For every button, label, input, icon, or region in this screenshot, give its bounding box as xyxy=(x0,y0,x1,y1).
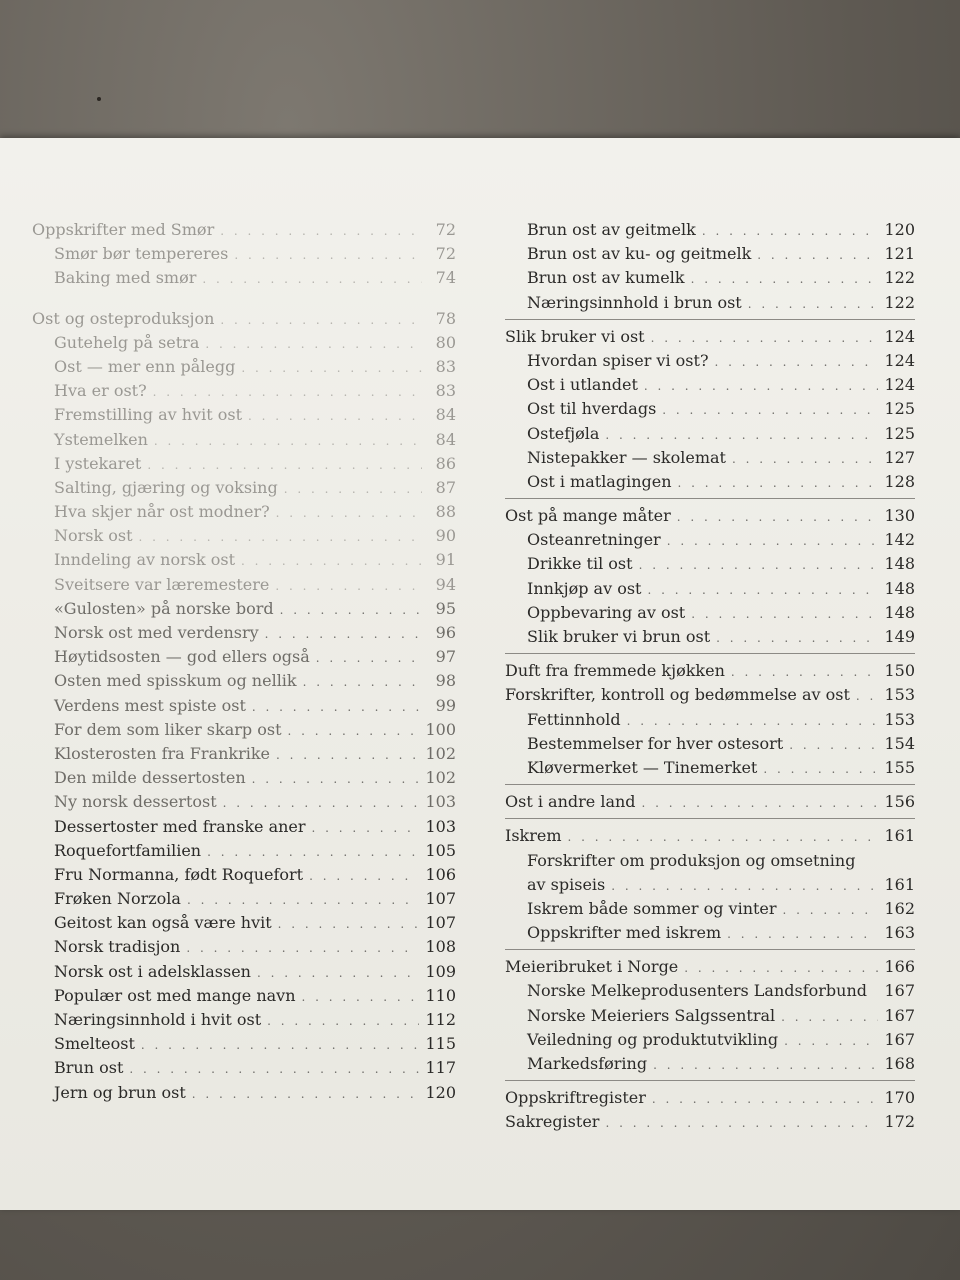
section-divider xyxy=(505,949,915,950)
leader-dots xyxy=(186,936,419,960)
toc-entry xyxy=(505,291,915,315)
toc-entry xyxy=(32,379,456,403)
toc-entry xyxy=(32,694,456,718)
leader-dots xyxy=(202,267,422,291)
leader-dots xyxy=(684,956,878,980)
leader-dots xyxy=(241,549,422,573)
toc-entry-page: 155 xyxy=(884,757,915,777)
leader-dots xyxy=(302,985,420,1009)
toc-entry-title: Ost — mer enn pålegg xyxy=(54,356,236,376)
toc-entry-page: 103 xyxy=(425,816,456,836)
toc-entry-title: Populær ost med mange navn xyxy=(54,985,296,1005)
leader-dots xyxy=(192,1082,420,1106)
toc-entry-page: 153 xyxy=(884,685,915,705)
toc-entry-page: 167 xyxy=(884,981,915,1001)
toc-entry xyxy=(505,1110,915,1134)
leader-dots xyxy=(639,553,879,577)
toc-entry xyxy=(505,1086,915,1110)
toc-entry-title: Næringsinnhold i brun ost xyxy=(527,292,742,312)
toc-entry-title: Sakregister xyxy=(505,1112,600,1132)
toc-entry xyxy=(32,428,456,452)
leader-dots xyxy=(207,840,419,864)
toc-entry-page: 88 xyxy=(435,502,456,522)
toc-entry-page: 102 xyxy=(425,768,456,788)
toc-entry xyxy=(32,242,456,266)
leader-dots xyxy=(141,1033,420,1057)
leader-dots xyxy=(257,961,419,985)
toc-entry xyxy=(505,373,915,397)
toc-entry xyxy=(505,349,915,373)
toc-entry-page: 124 xyxy=(884,375,915,395)
toc-entry xyxy=(32,597,456,621)
toc-entry-title: Den milde dessertosten xyxy=(54,768,246,788)
toc-entry xyxy=(505,873,915,897)
leader-dots xyxy=(731,660,879,684)
toc-entry-page: 84 xyxy=(435,405,456,425)
toc-entry-page: 108 xyxy=(425,937,456,957)
toc-entry-page: 130 xyxy=(884,506,915,526)
toc-entry-title: Duft fra fremmede kjøkken xyxy=(505,661,725,681)
leader-dots xyxy=(716,626,878,650)
toc-entry-title: Fettinnhold xyxy=(527,709,621,729)
toc-entry-title: Ostefjøla xyxy=(527,423,600,443)
leader-dots xyxy=(139,525,422,549)
toc-entry-title: Ost og osteproduksjon xyxy=(32,308,215,328)
leader-dots xyxy=(662,398,878,422)
leader-dots xyxy=(223,791,420,815)
leader-dots xyxy=(568,825,879,849)
leader-dots xyxy=(252,695,422,719)
toc-entry xyxy=(32,573,456,597)
toc-entry-page: 80 xyxy=(435,332,456,352)
toc-entry xyxy=(505,756,915,780)
toc-entry-title: Osten med spisskum og nellik xyxy=(54,671,297,691)
toc-entry xyxy=(505,732,915,756)
toc-entry xyxy=(505,979,915,1003)
section-divider xyxy=(505,784,915,785)
toc-entry-page: 91 xyxy=(435,550,456,570)
toc-entry-page: 86 xyxy=(435,453,456,473)
leader-dots xyxy=(702,219,879,243)
toc-entry-page: 107 xyxy=(425,889,456,909)
toc-entry-page: 83 xyxy=(435,356,456,376)
toc-entry-page: 142 xyxy=(884,530,915,550)
toc-entry-title: Iskrem både sommer og vinter xyxy=(527,898,777,918)
toc-entry xyxy=(505,601,915,625)
leader-dots xyxy=(288,719,420,743)
leader-dots xyxy=(763,757,878,781)
section-divider xyxy=(505,498,915,499)
toc-entry xyxy=(32,815,456,839)
leader-dots xyxy=(715,350,879,374)
leader-dots xyxy=(651,326,879,350)
leader-dots xyxy=(187,888,420,912)
toc-entry xyxy=(32,766,456,790)
toc-entry-title: Ost på mange måter xyxy=(505,506,671,526)
toc-entry xyxy=(505,266,915,290)
toc-entry-page: 110 xyxy=(425,985,456,1005)
toc-entry-page: 124 xyxy=(884,326,915,346)
leader-dots xyxy=(642,791,879,815)
toc-entry-page: 84 xyxy=(435,429,456,449)
toc-entry-page: 150 xyxy=(884,661,915,681)
toc-entry-page: 107 xyxy=(425,913,456,933)
toc-entry-page: 148 xyxy=(884,578,915,598)
toc-entry-page: 162 xyxy=(884,898,915,918)
toc-entry-page: 99 xyxy=(435,695,456,715)
leader-dots xyxy=(275,574,422,598)
toc-entry-title: Hva er ost? xyxy=(54,381,147,401)
toc-entry-page: 161 xyxy=(884,874,915,894)
toc-entry xyxy=(32,645,456,669)
toc-entry-page: 148 xyxy=(884,602,915,622)
toc-entry xyxy=(505,849,915,873)
leader-dots xyxy=(677,505,879,529)
toc-entry-page: 100 xyxy=(425,719,456,739)
toc-entry xyxy=(505,552,915,576)
toc-entry xyxy=(32,742,456,766)
leader-dots xyxy=(234,243,422,267)
leader-dots xyxy=(241,356,422,380)
toc-entry-title: Brun ost av kumelk xyxy=(527,268,685,288)
toc-entry-page: 163 xyxy=(884,923,915,943)
toc-entry-page: 103 xyxy=(425,792,456,812)
leader-dots xyxy=(748,292,879,316)
toc-entry-title: Jern og brun ost xyxy=(54,1082,186,1102)
toc-entry-page: 149 xyxy=(884,627,915,646)
section-gap xyxy=(32,291,456,307)
toc-entry xyxy=(32,984,456,1008)
toc-entry-title: Forskrifter, kontroll og bedømmelse av ost xyxy=(505,685,850,705)
toc-entry-page: 161 xyxy=(884,826,915,846)
toc-entry-page: 120 xyxy=(425,1082,456,1102)
toc-entry-title: Drikke til ost xyxy=(527,554,633,574)
toc-entry xyxy=(32,1056,456,1080)
toc-entry xyxy=(505,218,915,242)
toc-entry-page: 112 xyxy=(425,1010,456,1029)
toc-entry-page: 78 xyxy=(435,308,456,328)
toc-entry-title: I ystekaret xyxy=(54,453,142,473)
toc-entry-page: 124 xyxy=(884,350,915,370)
leader-dots xyxy=(732,447,879,471)
leader-dots xyxy=(276,743,419,767)
toc-entry-page: 128 xyxy=(884,471,915,491)
toc-entry xyxy=(32,266,456,290)
leader-dots xyxy=(312,816,420,840)
toc-entry-page: 167 xyxy=(884,1029,915,1049)
toc-entry-title: Innkjøp av ost xyxy=(527,578,642,598)
toc-entry-title: Ny norsk dessertost xyxy=(54,792,217,812)
leader-dots xyxy=(309,864,419,888)
toc-entry-title: Forskrifter om produksjon og omsetning xyxy=(527,850,856,870)
toc-entry-title: Kløvermerket — Tinemerket xyxy=(527,757,758,777)
leader-dots xyxy=(284,477,422,501)
toc-entry xyxy=(505,1004,915,1028)
toc-entry-page: 172 xyxy=(884,1112,915,1132)
toc-entry-title: Dessertoster med franske aner xyxy=(54,816,306,836)
toc-entry-title: Brun ost av ku- og geitmelk xyxy=(527,244,752,264)
toc-entry xyxy=(32,452,456,476)
toc-entry-page: 102 xyxy=(425,743,456,763)
toc-entry-page: 170 xyxy=(884,1088,915,1108)
leader-dots xyxy=(678,471,879,495)
leader-dots xyxy=(265,622,422,646)
toc-entry-page: 115 xyxy=(425,1034,456,1054)
toc-entry-page: 83 xyxy=(435,381,456,401)
toc-entry-title: Slik bruker vi ost xyxy=(505,326,645,346)
toc-entry-title: Salting, gjæring og voksing xyxy=(54,477,278,497)
toc-entry-page: 168 xyxy=(884,1054,915,1073)
toc-entry-page: 87 xyxy=(435,477,456,497)
leader-dots xyxy=(691,267,879,291)
toc-entry xyxy=(505,1052,915,1076)
toc-entry-page: 154 xyxy=(884,733,915,753)
leader-dots xyxy=(653,1053,878,1077)
toc-entry xyxy=(32,839,456,863)
section-divider xyxy=(505,319,915,320)
toc-entry xyxy=(32,1032,456,1056)
leader-dots xyxy=(153,380,422,404)
toc-entry xyxy=(505,504,915,528)
toc-entry xyxy=(32,1081,456,1105)
toc-entry-title: Slik bruker vi brun ost xyxy=(527,627,711,646)
toc-entry xyxy=(32,718,456,742)
toc-entry-page: 96 xyxy=(435,623,456,642)
toc-entry-page: 121 xyxy=(884,244,915,264)
toc-entry-title: Fremstilling av hvit ost xyxy=(54,405,243,425)
leader-dots xyxy=(154,429,422,453)
leader-dots xyxy=(647,578,878,602)
toc-entry-page: 127 xyxy=(884,447,915,467)
toc-entry-title: Gutehelg på setra xyxy=(54,332,200,352)
toc-entry-page: 156 xyxy=(884,792,915,812)
toc-entry xyxy=(505,921,915,945)
leader-dots xyxy=(757,243,878,267)
leader-dots xyxy=(220,219,422,243)
toc-entry-title: Brun ost xyxy=(54,1058,124,1078)
toc-entry xyxy=(505,325,915,349)
toc-entry-title: Oppbevaring av ost xyxy=(527,602,686,622)
toc-entry-title: Sveitsere var læremestere xyxy=(54,574,270,594)
toc-entry-title: Roquefortfamilien xyxy=(54,840,202,860)
toc-entry-title: Norsk ost xyxy=(54,526,133,546)
leader-dots xyxy=(267,1009,419,1033)
toc-entry-page: 122 xyxy=(884,292,915,312)
toc-entry-page: 148 xyxy=(884,554,915,574)
toc-entry-title: Norske Meieriers Salgssentral xyxy=(527,1005,776,1025)
toc-entry-page: 74 xyxy=(435,268,456,288)
toc-entry xyxy=(505,577,915,601)
leader-dots xyxy=(220,308,422,332)
leader-dots xyxy=(129,1057,419,1081)
toc-entry-title: Ystemelken xyxy=(54,429,148,449)
toc-entry-title: Baking med smør xyxy=(54,268,197,288)
toc-entry xyxy=(505,397,915,421)
toc-entry-page: 120 xyxy=(884,220,915,239)
toc-entry-title: Geitost kan også være hvit xyxy=(54,913,272,933)
toc-entry xyxy=(505,897,915,921)
toc-entry xyxy=(32,355,456,379)
toc-entry-title: Smelteost xyxy=(54,1034,135,1054)
toc-entry-title: «Gulosten» på norske bord xyxy=(54,598,274,618)
dust-speck xyxy=(97,97,101,101)
toc-entry-title: For dem som liker skarp ost xyxy=(54,719,282,739)
toc-entry-title: Norsk ost med verdensry xyxy=(54,623,259,642)
toc-entry-title: Hvordan spiser vi ost? xyxy=(527,350,709,370)
book-page xyxy=(0,138,960,1210)
leader-dots xyxy=(856,684,879,708)
toc-entry-title: Veiledning og produktutvikling xyxy=(527,1029,779,1049)
toc-entry xyxy=(32,548,456,572)
leader-dots xyxy=(276,501,422,525)
toc-entry-title: Meieribruket i Norge xyxy=(505,957,679,977)
toc-entry-page: 125 xyxy=(884,423,915,443)
toc-entry-title: Brun ost av geitmelk xyxy=(527,220,696,239)
toc-entry xyxy=(32,218,456,242)
toc-entry-title: Klosterosten fra Frankrike xyxy=(54,743,271,763)
toc-entry xyxy=(32,935,456,959)
leader-dots xyxy=(783,898,879,922)
leader-dots xyxy=(147,453,422,477)
toc-entry-page: 90 xyxy=(435,526,456,546)
toc-entry-page: 105 xyxy=(425,840,456,860)
leader-dots xyxy=(727,922,878,946)
section-divider xyxy=(505,818,915,819)
toc-entry-title: Høytidsosten — god ellers også xyxy=(54,647,310,667)
toc-right-column xyxy=(505,218,915,1135)
toc-entry xyxy=(32,331,456,355)
leader-dots xyxy=(691,602,878,626)
toc-entry-title: av spiseis xyxy=(527,874,606,894)
toc-entry-title: Smør bør tempereres xyxy=(54,244,229,264)
toc-entry-page: 94 xyxy=(435,574,456,594)
leader-dots xyxy=(652,1087,879,1111)
leader-dots xyxy=(605,1111,878,1135)
toc-entry xyxy=(505,1028,915,1052)
toc-entry-title: Norsk ost i adelsklassen xyxy=(54,961,251,981)
toc-entry xyxy=(505,708,915,732)
toc-entry xyxy=(32,887,456,911)
toc-entry-title: Frøken Norzola xyxy=(54,889,181,909)
toc-entry-title: Norsk tradisjon xyxy=(54,937,181,957)
toc-entry-page: 97 xyxy=(435,647,456,667)
leader-dots xyxy=(667,529,879,553)
toc-entry xyxy=(505,470,915,494)
toc-entry-title: Bestemmelser for hver ostesort xyxy=(527,733,784,753)
toc-entry xyxy=(32,307,456,331)
toc-entry-title: Næringsinnhold i hvit ost xyxy=(54,1010,262,1029)
toc-entry-page: 125 xyxy=(884,399,915,419)
toc-entry-title: Markedsføring xyxy=(527,1054,648,1073)
leader-dots xyxy=(644,374,879,398)
toc-entry-title: Verdens mest spiste ost xyxy=(54,695,246,715)
toc-entry xyxy=(32,790,456,814)
toc-entry xyxy=(32,863,456,887)
toc-entry xyxy=(32,403,456,427)
toc-entry-title: Inndeling av norsk ost xyxy=(54,550,236,570)
toc-entry-page: 153 xyxy=(884,709,915,729)
toc-entry-title: Oppskrifter med iskrem xyxy=(527,923,722,943)
leader-dots xyxy=(280,598,422,622)
toc-entry-title: Oppskriftregister xyxy=(505,1088,646,1108)
toc-entry xyxy=(32,621,456,645)
toc-entry-page: 109 xyxy=(425,961,456,981)
toc-entry xyxy=(32,1008,456,1032)
leader-dots xyxy=(784,1029,878,1053)
toc-entry xyxy=(32,669,456,693)
toc-entry xyxy=(505,528,915,552)
toc-entry-page: 167 xyxy=(884,1005,915,1025)
toc-entry-title: Ost til hverdags xyxy=(527,399,657,419)
toc-entry xyxy=(505,422,915,446)
toc-entry xyxy=(505,824,915,848)
toc-entry xyxy=(32,960,456,984)
toc-entry-title: Ost i andre land xyxy=(505,792,636,812)
toc-entry xyxy=(505,242,915,266)
toc-entry xyxy=(32,476,456,500)
toc-entry-title: Norske Melkeprodusenters Landsforbund xyxy=(527,981,867,1001)
toc-entry-title: Oppskrifter med Smør xyxy=(32,220,215,239)
toc-entry-page: 72 xyxy=(435,244,456,264)
toc-entry xyxy=(32,500,456,524)
toc-entry-title: Hva skjer når ost modner? xyxy=(54,502,270,522)
leader-dots xyxy=(303,670,422,694)
toc-entry-title: Ost i utlandet xyxy=(527,375,638,395)
leader-dots xyxy=(605,423,878,447)
toc-entry xyxy=(505,955,915,979)
toc-entry-title: Nistepakker — skolemat xyxy=(527,447,726,467)
toc-entry-page: 122 xyxy=(884,268,915,288)
toc-entry-page: 95 xyxy=(435,598,456,618)
toc-entry-title: Fru Normanna, født Roquefort xyxy=(54,864,304,884)
toc-entry-title: Osteanretninger xyxy=(527,530,661,550)
toc-entry xyxy=(32,524,456,548)
toc-left-column xyxy=(32,218,456,1105)
toc-entry xyxy=(505,683,915,707)
leader-dots xyxy=(789,733,878,757)
toc-entry xyxy=(505,446,915,470)
toc-entry-page: 72 xyxy=(435,220,456,239)
toc-entry xyxy=(32,911,456,935)
leader-dots xyxy=(278,912,420,936)
leader-dots xyxy=(627,709,879,733)
leader-dots xyxy=(252,767,420,791)
toc-entry xyxy=(505,659,915,683)
toc-entry xyxy=(505,790,915,814)
toc-entry-page: 117 xyxy=(425,1058,456,1078)
section-divider xyxy=(505,653,915,654)
leader-dots xyxy=(316,646,422,670)
toc-entry-title: Ost i matlagingen xyxy=(527,471,672,491)
toc-entry-page: 166 xyxy=(884,957,915,977)
leader-dots xyxy=(248,404,422,428)
section-divider xyxy=(505,1080,915,1081)
toc-entry-page: 106 xyxy=(425,864,456,884)
toc-entry xyxy=(505,625,915,649)
toc-entry-page: 98 xyxy=(435,671,456,691)
leader-dots xyxy=(781,1005,878,1029)
leader-dots xyxy=(205,332,422,356)
toc-entry-title: Iskrem xyxy=(505,826,562,846)
leader-dots xyxy=(611,874,878,898)
